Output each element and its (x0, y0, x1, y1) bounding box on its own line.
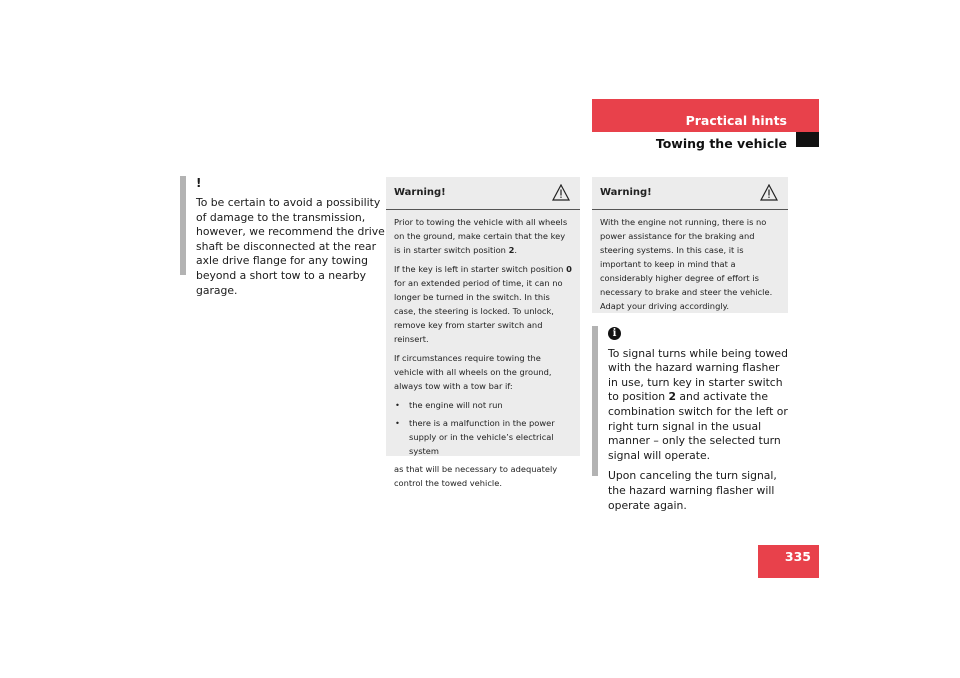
subsection-title: Towing the vehicle (655, 136, 787, 151)
caution-note (180, 176, 386, 297)
warning-triangle-icon (760, 184, 778, 201)
header-section-bar (592, 99, 819, 132)
list-item: • the engine will not run (394, 398, 573, 412)
header-black-block (796, 132, 819, 147)
warning-paragraph: Prior to towing the vehicle with all wheels on the ground, make certain that the key is in starter switch position 2. (394, 217, 568, 255)
warning-body (592, 210, 788, 324)
warning-header (592, 177, 788, 210)
warning-header (386, 177, 580, 210)
switch-position: 2 (668, 390, 676, 404)
warning-bullet-list (394, 398, 573, 458)
switch-position: 2 (508, 245, 515, 255)
info-paragraph: Upon canceling the turn signal, the hazard warning flasher will operate again. (608, 469, 777, 512)
warning-body (386, 210, 580, 501)
caution-marker: ! (196, 176, 202, 190)
info-icon: i (608, 327, 621, 340)
warning-paragraph: With the engine not running, there is no power assistance for the braking and steering systems. In this case, it is important to keep in mind that a considerably higher degree of effort is necessary to brake and steer the vehicle. Adapt your driving accordingly. (600, 217, 773, 311)
warning-title: Warning! (394, 187, 446, 198)
section-title: Practical hints (685, 113, 787, 128)
page-number: 335 (784, 549, 811, 564)
info-paragraph: To signal turns while being towed with the hazard warning flasher in use, turn key in starter switch to position 2 and activate the combination switch for the left or right turn signal in the usual manner – only the selected turn signal will operate. (608, 346, 788, 462)
list-item: • there is a malfunction in the power supply or in the vehicle’s electrical system (394, 416, 573, 458)
switch-position: 0 (566, 264, 572, 274)
warning-paragraph: as that will be necessary to adequately control the towed vehicle. (394, 464, 558, 488)
warning-triangle-icon (552, 184, 570, 201)
warning-title: Warning! (600, 187, 652, 198)
page-number-box (758, 545, 819, 578)
warning-box-power-assist (592, 177, 788, 313)
warning-box-towing (386, 177, 580, 488)
warning-paragraph: If the key is left in starter switch position 0 for an extended period of time, it can no longer be turned in the switch. In this case, the steering is locked. To unlock, remove key from starter switch and reinsert. (394, 264, 572, 344)
caution-text: To be certain to avoid a possibility of damage to the transmission, however, we recommend the drive shaft be disconnected at the rear axle drive flange for any towing beyond a short tow to a nearby garage. (196, 196, 385, 297)
warning-paragraph: If circumstances require towing the vehicle with all wheels on the ground, always tow with a tow bar if: (394, 353, 552, 391)
info-note (592, 326, 788, 512)
